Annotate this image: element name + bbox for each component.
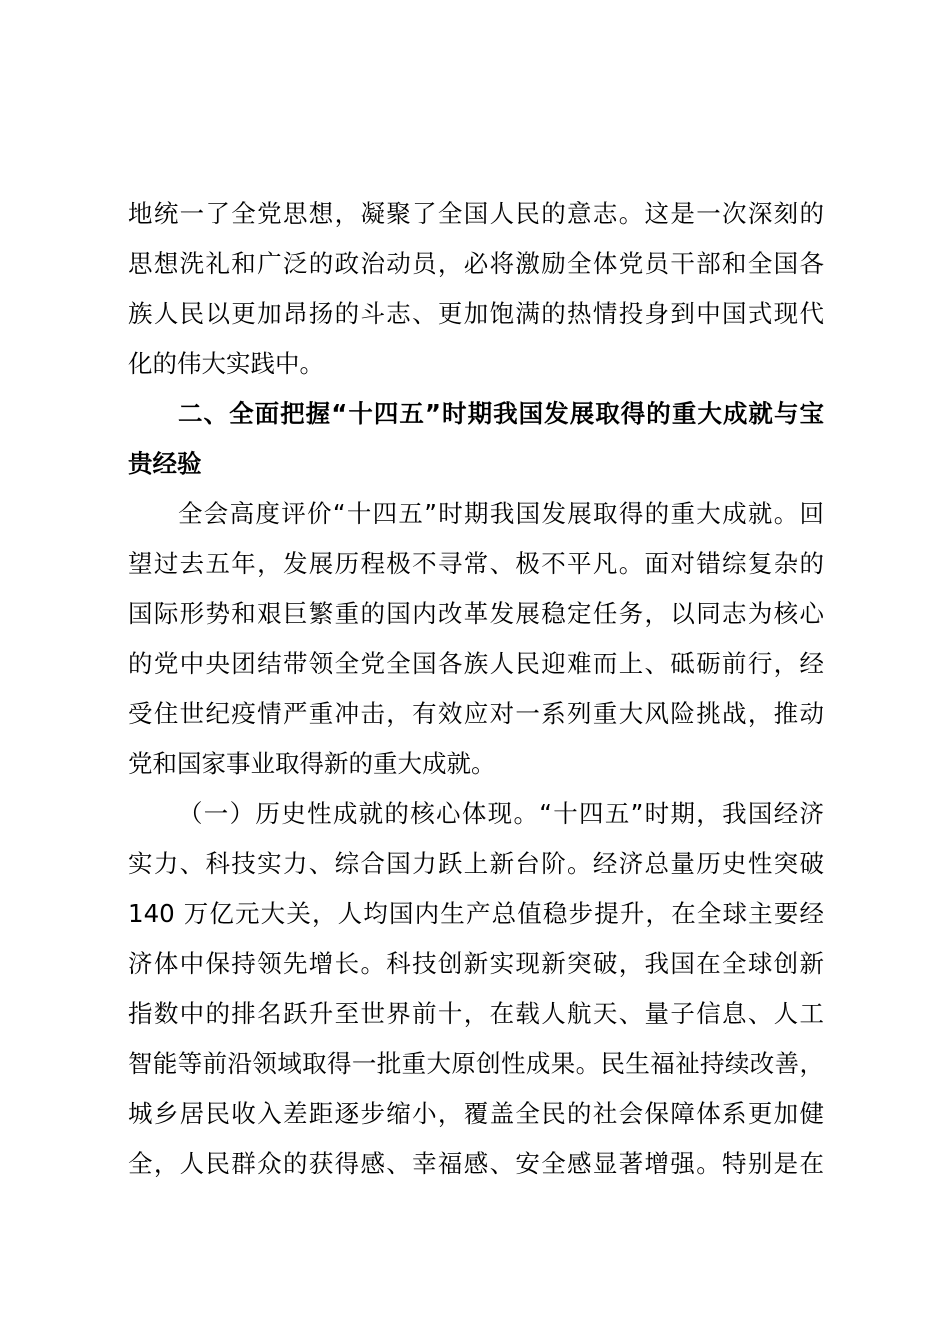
paragraph-line: 望过去五年，发展历程极不寻常、极不平凡。面对错综复杂的 <box>128 549 824 578</box>
paragraph-line: 140 万亿元大关，人均国内生产总值稳步提升，在全球主要经 <box>128 899 824 928</box>
section-heading-line: 贵经验 <box>128 449 202 478</box>
paragraph-line: 全会高度评价“十四五”时期我国发展取得的重大成就。回 <box>178 499 824 528</box>
paragraph-line: 党和国家事业取得新的重大成就。 <box>128 749 496 778</box>
paragraph-line: 思想洗礼和广泛的政治动员，必将激励全体党员干部和全国各 <box>128 249 824 278</box>
paragraph-line: 实力、科技实力、综合国力跃上新台阶。经济总量历史性突破 <box>128 849 824 878</box>
paragraph-line: 的党中央团结带领全党全国各族人民迎难而上、砥砺前行，经 <box>128 649 824 678</box>
paragraph-line: 国际形势和艰巨繁重的国内改革发展稳定任务，以同志为核心 <box>128 599 824 628</box>
paragraph-line: 济体中保持领先增长。科技创新实现新突破，我国在全球创新 <box>128 949 824 978</box>
paragraph-line: 族人民以更加昂扬的斗志、更加饱满的热情投身到中国式现代 <box>128 299 824 328</box>
paragraph-line: 全，人民群众的获得感、幸福感、安全感显著增强。特别是在 <box>128 1149 824 1178</box>
paragraph-line: 城乡居民收入差距逐步缩小，覆盖全民的社会保障体系更加健 <box>128 1099 824 1128</box>
document-body <box>128 189 824 1189</box>
section-heading-line: 二、全面把握“十四五”时期我国发展取得的重大成就与宝 <box>178 399 824 428</box>
paragraph-line: 智能等前沿领域取得一批重大原创性成果。民生福祉持续改善， <box>128 1049 824 1078</box>
paragraph-line: （一）历史性成就的核心体现。“十四五”时期，我国经济 <box>178 799 824 828</box>
paragraph-line: 化的伟大实践中。 <box>128 349 324 378</box>
paragraph-line: 地统一了全党思想，凝聚了全国人民的意志。这是一次深刻的 <box>128 199 824 228</box>
paragraph-line: 指数中的排名跃升至世界前十，在载人航天、量子信息、人工 <box>128 999 824 1028</box>
paragraph-line: 受住世纪疫情严重冲击，有效应对一系列重大风险挑战，推动 <box>128 699 824 728</box>
